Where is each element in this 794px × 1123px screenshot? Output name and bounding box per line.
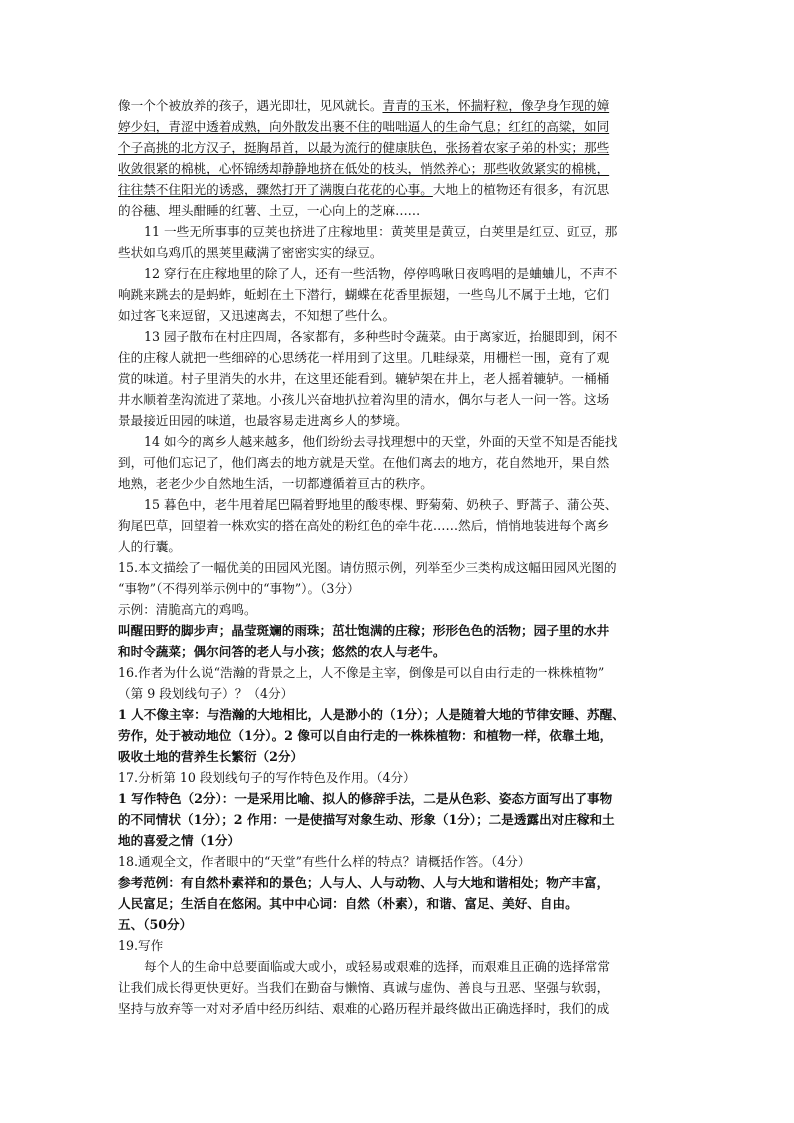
answer-line: 地的喜爱之情（1分） bbox=[118, 833, 241, 848]
passage-line bbox=[118, 326, 678, 347]
passage-line bbox=[118, 179, 678, 200]
underlined-sentence: 青青的玉米，怀揣籽粒，像孕身乍现的嫜 bbox=[382, 98, 610, 113]
passage-text: 15 暮色中，老牛甩着尾巴隔着野地里的酸枣棵、野菊菊、奶秧子、野蒿子、蒲公英、 bbox=[144, 497, 618, 512]
passage-line bbox=[118, 305, 678, 326]
passage-line bbox=[118, 431, 678, 452]
passage-text: 大地上的植物还有很多，有沉思 bbox=[432, 182, 610, 197]
answer-line: 五、（50分） bbox=[118, 917, 193, 932]
question-line: 18.通观全文，作者眼中的“天堂”有些什么样的特点？请概括作答。（4分） bbox=[118, 854, 531, 869]
question-line: 15.本文描绘了一幅优美的田园风光图。请仿照示例，列举至少三类构成这幅田园风光图的 bbox=[118, 560, 617, 575]
answer-line: 1 写作特色（2分）：一是采用比喻、拟人的修辞手法，二是从色彩、姿态方面写出了事物 bbox=[118, 791, 613, 806]
passage-line bbox=[118, 515, 678, 536]
passage-text: 13 园子散布在村庄四周，各家都有，多种些时令蔬菜。由于离家近，抬腿即到，闲不 bbox=[144, 329, 618, 344]
question-line: 示例：清脆高亢的鸡鸣。 bbox=[118, 602, 257, 617]
question-line: “事物”（不得列举示例中的“事物”）。（3分） bbox=[118, 581, 360, 596]
passage-line bbox=[118, 410, 678, 431]
passage-text: 14 如今的离乡人越来越多，他们纷纷去寻找理想中的天堂，外面的天堂不知是否能找 bbox=[144, 434, 618, 449]
question-line: 16.作者为什么说“浩瀚的背景之上，人不像是主宰，倒像是可以自由行走的一株株植物” bbox=[118, 665, 605, 680]
answer-line: 1 人不像主宰：与浩瀚的大地相比，人是渺小的（1分）；人是随着大地的节律安睡、苏醒、 bbox=[118, 707, 625, 722]
answer-line: 人民富足；生活自在悠闲。其中中心词：自然（朴素），和谐、富足、美好、自由。 bbox=[118, 896, 578, 911]
passage-line bbox=[118, 389, 678, 410]
underlined-sentence: 婷少妇，青涩中透着成熟，向外散发出裹不住的咄咄逼人的生命气息；红红的高粱，如同 bbox=[118, 119, 610, 134]
answer-line: 的不同情状（1分）；2 作用：一是使描写对象生动、形象（1分）；二是透露出对庄稼和土 bbox=[118, 812, 615, 827]
essay-line: 坚持与放弃等一对对矛盾中经历纠结、艰难的心路历程并最终做出正确选择时，我们的成 bbox=[118, 1001, 610, 1016]
passage-line bbox=[118, 242, 678, 263]
underlined-sentence: 收敛很紧的棉桃，心怀锦绣却静静地挤在低处的枝头，悄然养心；那些收敛紧实的棉桃， bbox=[118, 161, 610, 176]
reading-passage bbox=[118, 95, 678, 557]
passage-text: 11 一些无所事事的豆荚也挤进了庄稼地里：黄荚里是黄豆，白荚里是红豆、豇豆，那 bbox=[144, 224, 618, 239]
questions-section bbox=[118, 557, 678, 956]
passage-text: 狗尾巴草，回望着一株欢实的搭在高处的粉红色的牵牛花……然后，悄悄地装进每个离乡 bbox=[118, 518, 610, 533]
passage-text: 赏的味道。村子里消失的水井，在这里还能看到。辘轳架在井上，老人摇着辘轳。一桶桶 bbox=[118, 371, 610, 386]
essay-line: 让我们成长得更快更好。当我们在勤奋与懒惰、真诚与虚伪、善良与丑恶、坚强与软弱， bbox=[118, 980, 610, 995]
passage-text: 井水顺着垄沟流进了菜地。小孩儿兴奋地扒拉着沟里的清水，偶尔与老人一问一答。这场 bbox=[118, 392, 610, 407]
answer-line: 参考范例：有自然朴素祥和的景色；人与人、人与动物、人与大地和谐相处；物产丰富， bbox=[118, 875, 610, 890]
passage-text: 人的行囊。 bbox=[118, 539, 181, 554]
passage-line bbox=[118, 137, 678, 158]
answer-line: 吸收土地的营养生长繁衍（2分） bbox=[118, 749, 304, 764]
passage-text: 地熟，老老少少自然地生活，一切都遵循着亘古的秩序。 bbox=[118, 476, 433, 491]
passage-text: 到，可他们忘记了，他们离去的地方就是天堂。在他们离去的地方，花自然地开，果自然 bbox=[118, 455, 610, 470]
passage-line bbox=[118, 494, 678, 515]
answer-line: 劳作，处于被动地位（1分）。2 像可以自由行走的一株株植物：和植物一样，依靠土地， bbox=[118, 728, 613, 743]
passage-line bbox=[118, 116, 678, 137]
passage-line bbox=[118, 536, 678, 557]
passage-text: 响跳来跳去的是蚂蚱，蚯蚓在土下潜行，蝴蝶在花香里振翅，一些鸟儿不属于土地，它们 bbox=[118, 287, 610, 302]
passage-text: 些状如乌鸡爪的黑荚里藏满了密密实实的绿豆。 bbox=[118, 245, 383, 260]
passage-text: 如过客飞来逗留，又迅速离去，不知想了些什么。 bbox=[118, 308, 396, 323]
question-line: 19.写作 bbox=[118, 938, 164, 953]
passage-text: 住的庄稼人就把一些细碎的心思绣花一样用到了这里。几畦绿菜，用栅栏一围，竟有了观 bbox=[118, 350, 610, 365]
essay-prompt bbox=[118, 956, 678, 1019]
passage-line bbox=[118, 158, 678, 179]
passage-text: 12 穿行在庄稼地里的除了人，还有一些活物，停停鸣啾日夜鸣唱的是蛐蛐儿，不声不 bbox=[144, 266, 618, 281]
underlined-sentence: 个子高挑的北方汉子，挺胸昂首，以最为流行的健康肤色，张扬着农家子弟的朴实；那些 bbox=[118, 140, 610, 155]
passage-line bbox=[118, 263, 678, 284]
underlined-sentence: 往往禁不住阳光的诱惑，骤然打开了满腹白花花的心事。 bbox=[118, 182, 433, 197]
essay-line: 每个人的生命中总要面临或大或小，或轻易或艰难的选择，而艰难且正确的选择常常 bbox=[144, 959, 610, 974]
passage-line bbox=[118, 347, 678, 368]
passage-text: 景最接近田园的味道，也最容易走进离乡人的梦境。 bbox=[118, 413, 408, 428]
answer-line: 叫醒田野的脚步声；晶莹斑斓的雨珠；茁壮饱满的庄稼；形形色色的活物；园子里的水井 bbox=[118, 623, 610, 638]
passage-text: 像一个个被放养的孩子，遇光即壮，见风就长。 bbox=[118, 98, 383, 113]
passage-line bbox=[118, 368, 678, 389]
passage-line bbox=[118, 200, 678, 221]
passage-line bbox=[118, 452, 678, 473]
passage-text: 的谷穗、埋头酣睡的红薯、土豆，一心向上的芝麻…… bbox=[118, 203, 421, 218]
passage-line bbox=[118, 473, 678, 494]
passage-line bbox=[118, 284, 678, 305]
passage-line bbox=[118, 221, 678, 242]
passage-line bbox=[118, 95, 678, 116]
question-line: （第 9 段划线句子）？（4分） bbox=[118, 686, 294, 701]
question-line: 17.分析第 10 段划线句子的写作特色及作用。（4分） bbox=[118, 770, 416, 785]
answer-line: 和时令蔬菜；偶尔问答的老人与小孩；悠然的农人与老牛。 bbox=[118, 644, 446, 659]
